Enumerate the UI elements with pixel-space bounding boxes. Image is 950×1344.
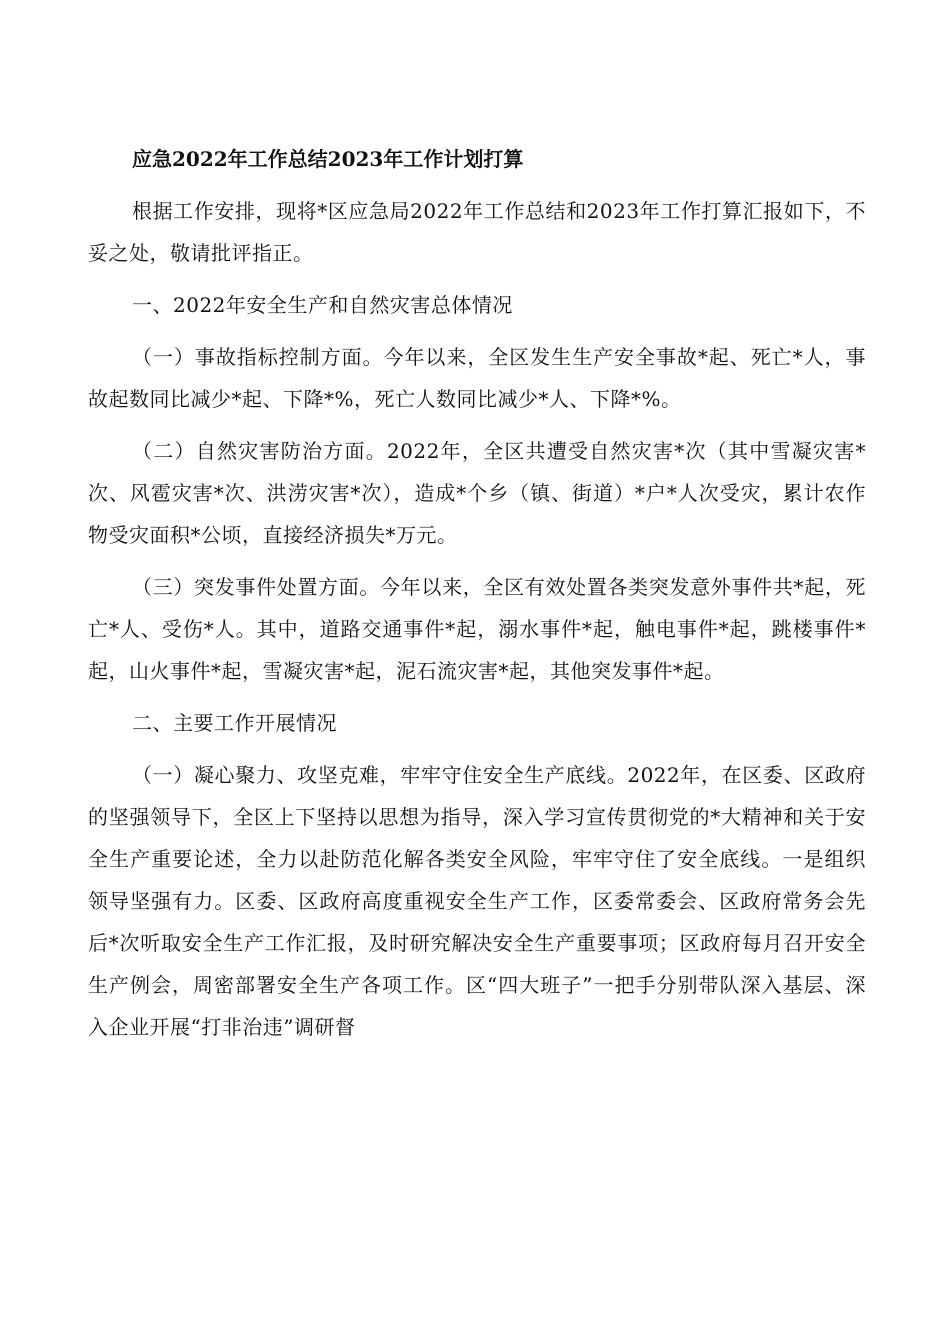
paragraph-main-work: （一）凝心聚力、攻坚克难，牢牢守住安全生产底线。2022年，在区委、区政府的坚强领导下，全区上下坚持以思想为指导，深入学习宣传贯彻党的*大精神和关于安全生产重要论述，全力以赴防范化解各类安全风险，牢牢守住了安全底线。一是组织领导坚强有力。区委、区政府高度重视安全生产工作，区委常委会、区政府常务会先后*次听取安全生产工作汇报，及时研究解决安全生产重要事项；区政府每月召开安全生产例会，周密部署安全生产各项工作。区“四大班子”一把手分别带队深入基层、深入企业开展“打非治违”调研督 [88, 763, 866, 1039]
section-heading-1: 一、2022年安全生产和自然灾害总体情况 [132, 293, 513, 317]
document-title: 应急2022年工作总结2023年工作计划打算 [132, 147, 524, 171]
paragraph-natural-disasters: （二）自然灾害防治方面。2022年，全区共遭受自然灾害*次（其中雪凝灾害*次、风雹灾害*次、洪涝灾害*次），造成*个乡（镇、街道）*户*人次受灾，累计农作物受灾面积*公顷，直接经济损失*万元。 [88, 439, 866, 547]
paragraph-accident-indicators: （一）事故指标控制方面。今年以来，全区发生生产安全事故*起、死亡*人，事故起数同比减少*起、下降*%，死亡人数同比减少*人、下降*%。 [88, 345, 866, 411]
paragraph-emergency-handling: （三）突发事件处置方面。今年以来，全区有效处置各类突发意外事件共*起，死亡*人、受伤*人。其中，道路交通事件*起，溺水事件*起，触电事件*起，跳楼事件*起，山火事件*起，雪凝灾害*起，泥石流灾害*起，其他突发事件*起。 [88, 575, 866, 683]
document-body [88, 138, 866, 1058]
section-heading-2: 二、主要工作开展情况 [132, 711, 337, 735]
intro-paragraph: 根据工作安排，现将*区应急局2022年工作总结和2023年工作打算汇报如下，不妥之处，敬请批评指正。 [88, 199, 866, 265]
